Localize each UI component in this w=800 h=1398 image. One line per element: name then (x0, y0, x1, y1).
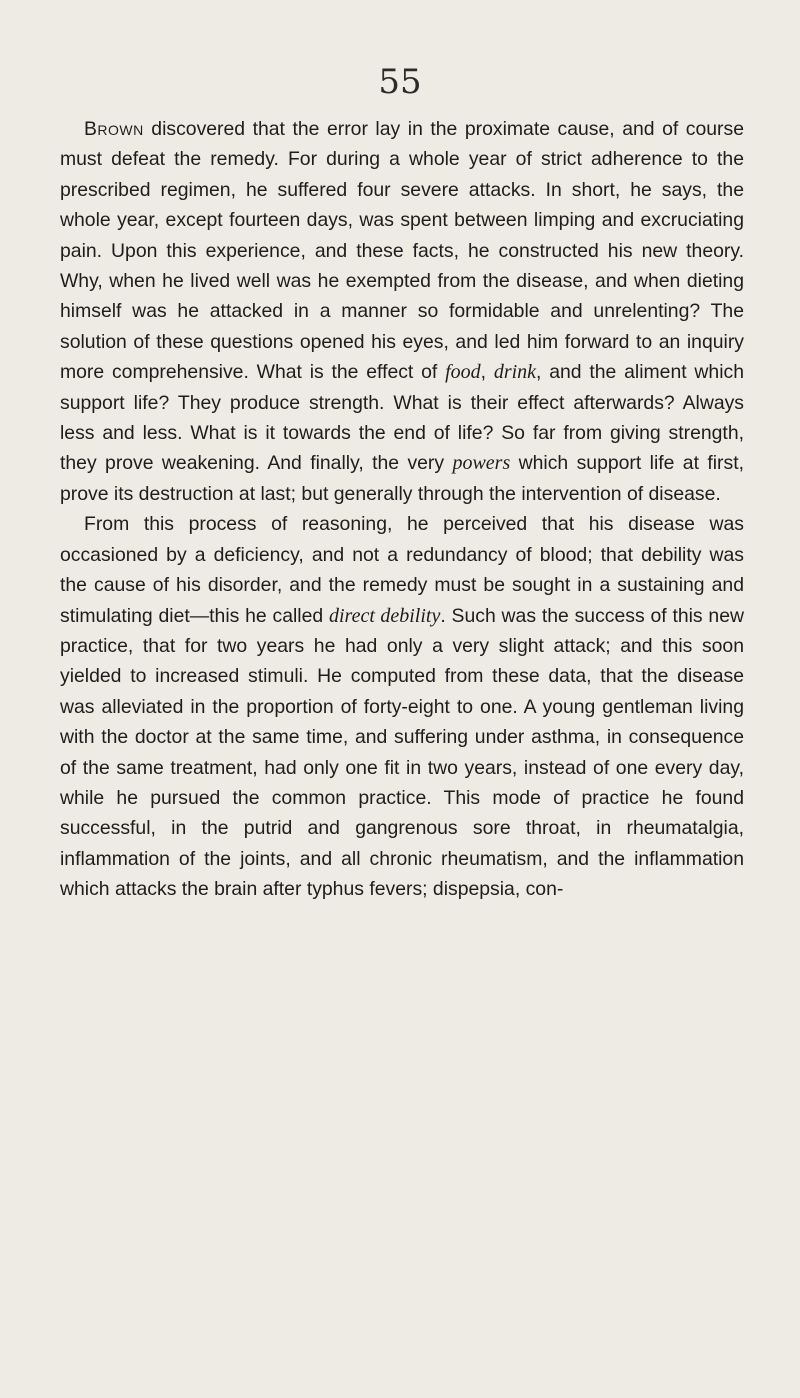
text-run: , (480, 361, 494, 384)
paragraph-lead: Brown (84, 118, 144, 140)
italic-term: food (445, 361, 481, 384)
page-number: 55 (378, 62, 422, 102)
text-run: which support life at first, prove its destruction at last; but generally through the intervention of disease. (60, 452, 744, 505)
paragraph (60, 509, 744, 904)
text-run: . Such was the success of this new practice, that for two years he had only a very slight attack; and this soon yielded to increased stimuli. He computed from these data, that the disease was alleviated in the proportion of forty-eight to one. A young gentleman living with the doctor at the same time, and suffering under asthma, in consequence of the same treatment, had only one fit in two years, instead of one every day, while he pursued the common practice. This mode of practice he found successful, in the putrid and gangrenous sore throat, in rheumatalgia, inflammation of the joints, and all chronic rheumatism, and the inflammation which attacks the brain after typhus fevers; dispepsia, con- (60, 604, 745, 901)
paragraph (60, 114, 744, 509)
text-run: From this process of reasoning, he perceived that his disease was occasioned by a deficiency, and not a redundancy of blood; that debility was the cause of his disorder, and the remedy must be sought in a sustaining and stimulating diet—this he called (60, 513, 744, 627)
italic-term: powers (452, 452, 511, 475)
italic-term: drink (493, 361, 537, 384)
text-run: , and the aliment which support life? They produce strength. What is their effect afterwards? Always less and less. What is it towards the end of life? So far from giving strength, they prove weakening. And finally, the very (60, 361, 744, 475)
text-run: discovered that the error lay in the proximate cause, and of course must defeat the remedy. For during a whole year of strict adherence to the prescribed regimen, he suffered four severe attacks. In short, he says, the whole year, except fourteen days, was spent between limping and excruciating pain. Upon this experience, and these facts, he constructed his new theory. Why, when he lived well was he exempted from the disease, and when dieting himself was he attacked in a manner so formidable and unrelenting? The solution of these questions opened his eyes, and led him forward to an inquiry more comprehensive. What is the effect of (60, 118, 744, 384)
body-text (60, 114, 744, 905)
italic-term: direct debility (329, 604, 441, 627)
